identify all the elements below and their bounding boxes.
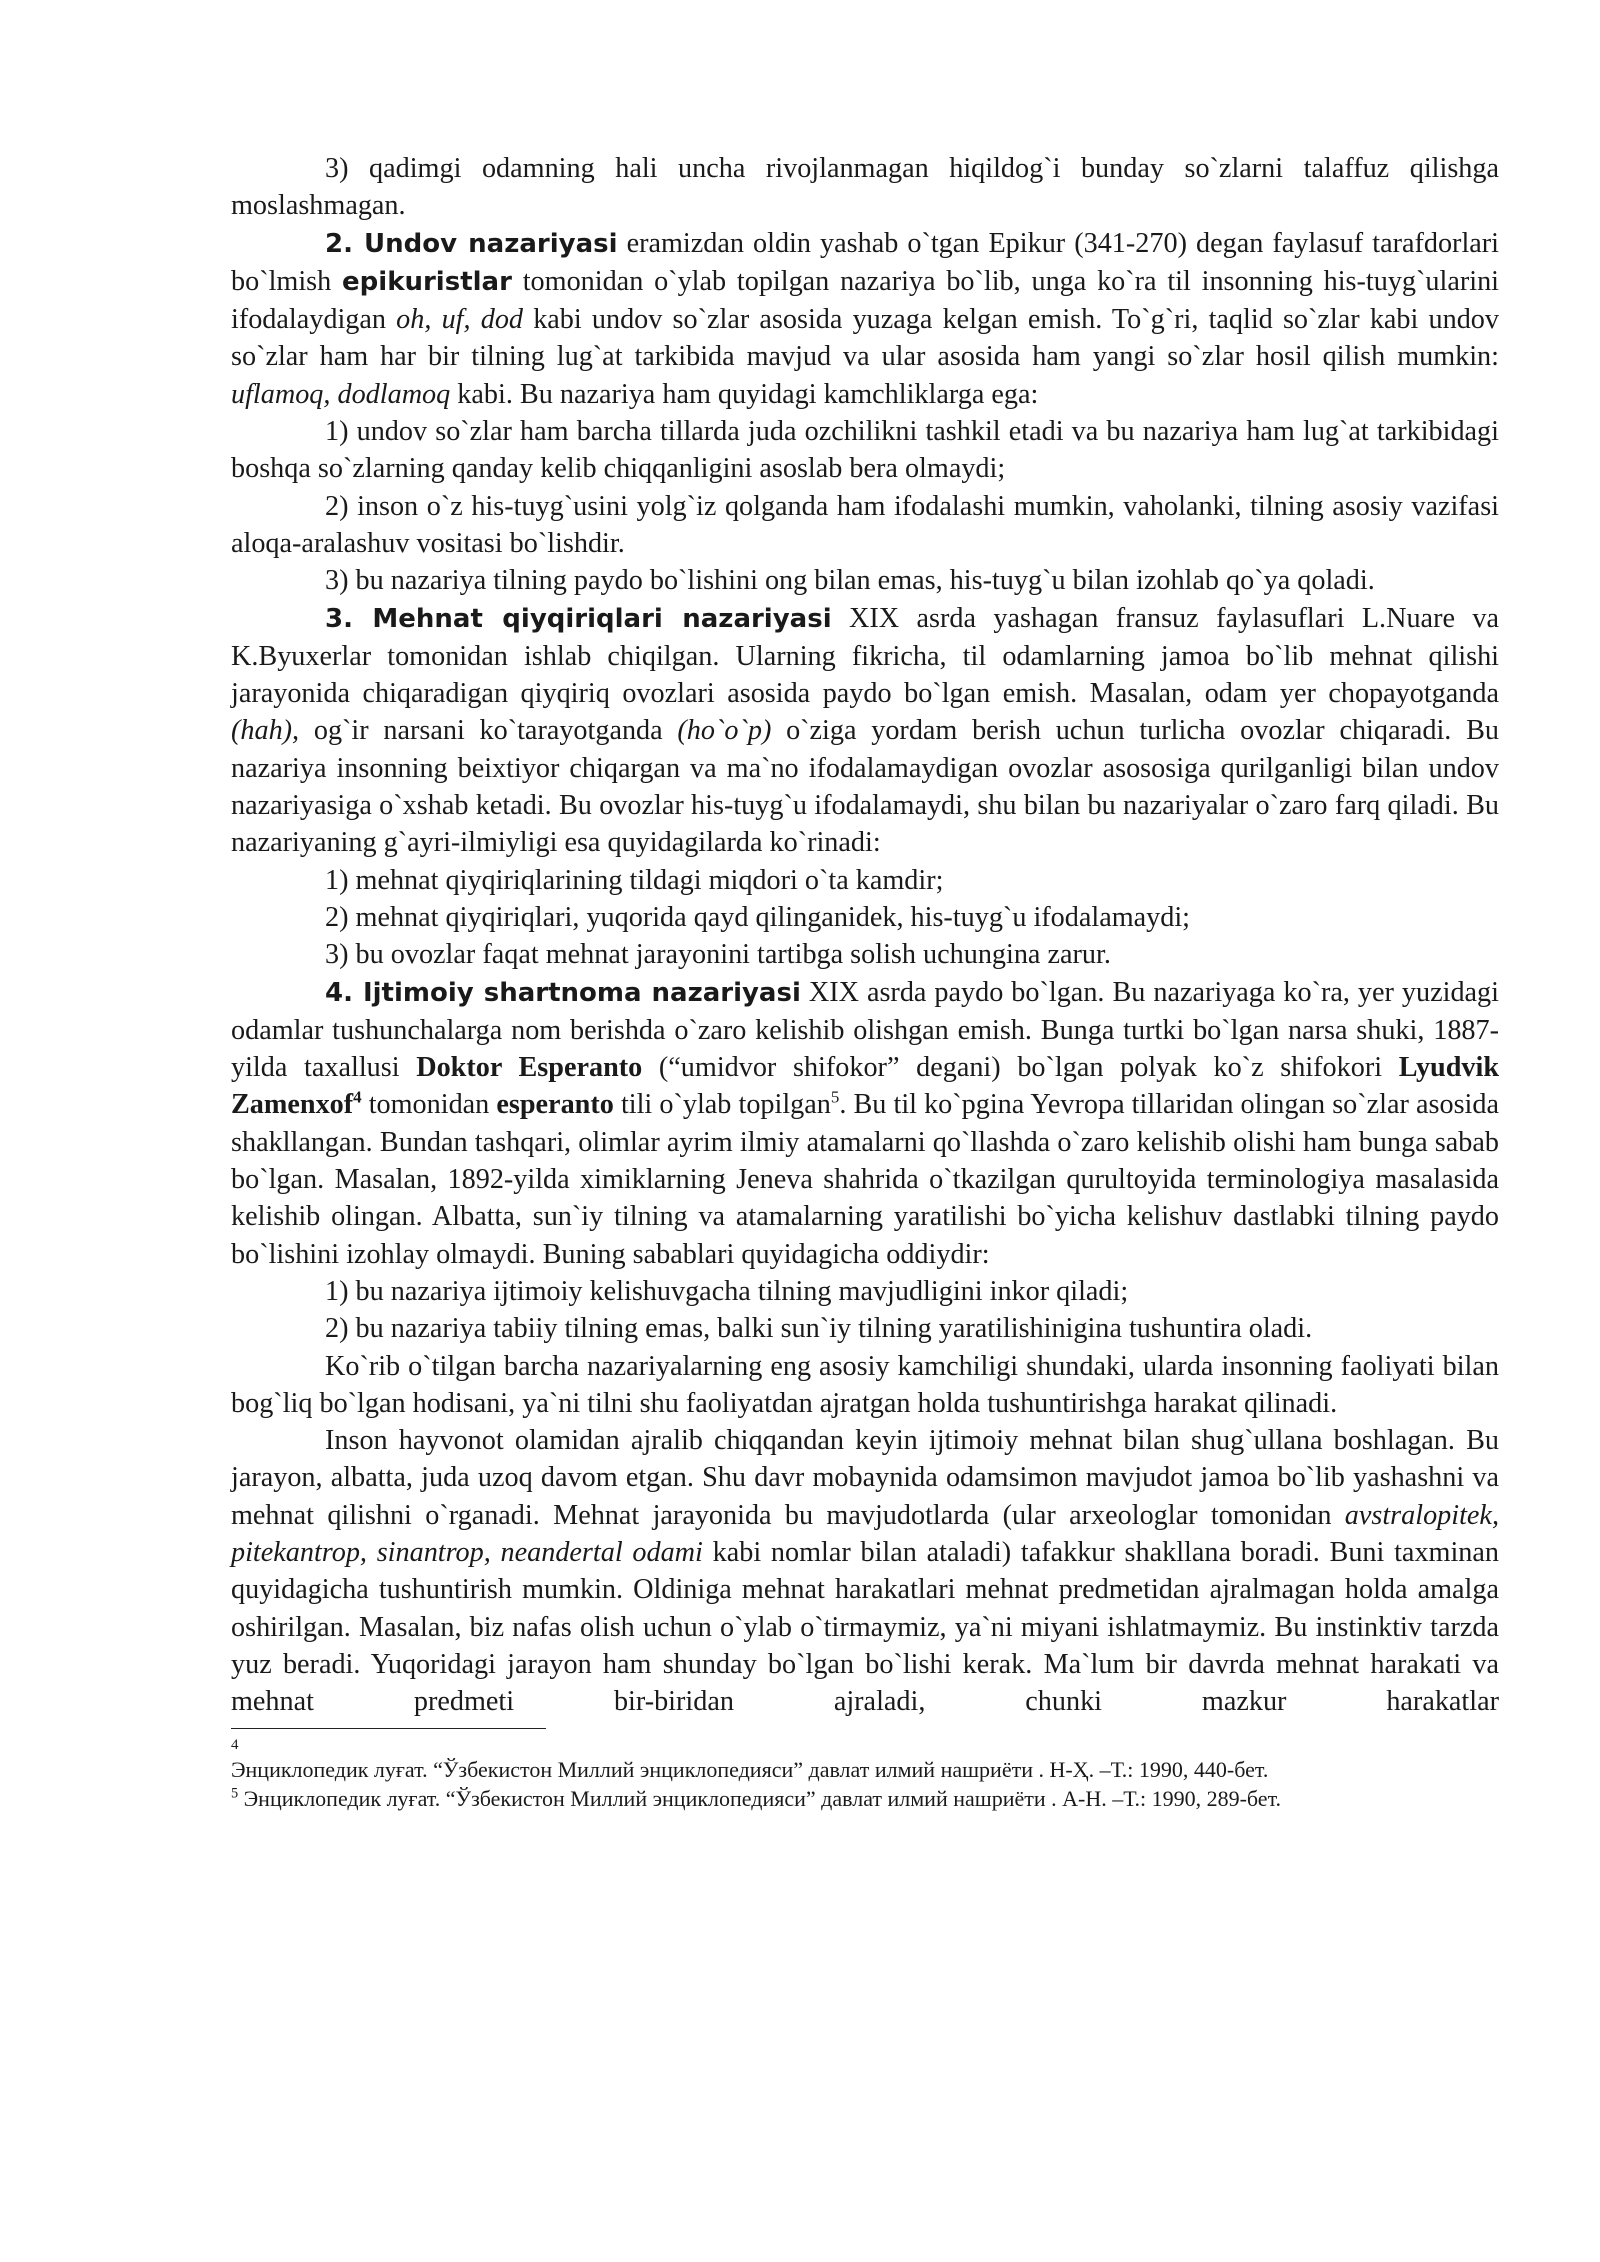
italic-example: oh, uf, dod [396,304,524,336]
text-run: 2) inson o`z his-tuyg`usini yolg`iz qolganda ham ifodalashi mumkin, vaholanki, tilning asosiy vazifasi aloqa-aralashuv vositasi bo`lishdir. [231,490,1499,559]
paragraph-4 [231,488,1499,563]
footnotes [231,1728,1499,1813]
paragraph-11 [231,1273,1499,1310]
text-run: Inson hayvonot olamidan ajralib chiqqandan keyin ijtimoiy mehnat bilan shug`ullana boshlagan. Bu jarayon, albatta, juda uzoq davom etgan. Shu davr mobaynida odamsimon mavjudot jamoa bo`lib yashashni va mehnat qilishni o`rganadi. Mehnat jarayonida bu mavjudotlarda (ular arxeologlar tomonidan [231,1425,1499,1531]
text-run: 3) qadimgi odamning hali uncha rivojlanmagan hiqildog`i bunday so`zlarni talaffuz qilishga moslashmagan. [231,153,1499,222]
paragraph-3 [231,413,1499,488]
bold-term: Doktor Esperanto [416,1052,643,1084]
footnote-5-text: Энциклопедик луғат. “Ўзбекистон Миллий энциклопедияси” давлат илмий нашриёти . А-Н. –Т.: 1990, 289-бет. [238,1786,1282,1812]
text-run: tomonidan [361,1089,497,1121]
text-run: kabi. Bu nazariya ham quyidagi kamchliklarga ega: [450,378,1039,410]
body-text [231,150,1499,1720]
paragraph-12 [231,1310,1499,1347]
text-run: XIX asrda yashagan fransuz faylasuflari L.Nuare va K.Byuxerlar tomonidan ishlab chiqilgan. Ularning fikricha, til odamlarning jamoa bo`lib mehnat qilishi jarayonida chiqaradigan qiyqiriq ovozlari asosida paydo bo`lgan emish. Masalan, odam yer chopayotganda [231,602,1499,710]
text-run: 3) bu nazariya tilning paydo bo`lishini ong bilan emas, his-tuyg`u bilan izohlab qo`ya qoladi. [325,565,1375,597]
paragraph-6 [231,600,1499,862]
paragraph-9 [231,936,1499,973]
section-term: epikuristlar [342,266,512,297]
paragraph-5 [231,562,1499,599]
footnote-5 [231,1784,1499,1813]
section-term: 3. Mehnat qiyqiriqlari nazariyasi [325,603,832,634]
text-run: 1) undov so`zlar ham barcha tillarda juda ozchilikni tashkil etadi va bu nazariya ham lug`at tarkibidagi boshqa so`zlarning qanday kelib chiqqanligini asoslab bera olmaydi; [231,416,1499,485]
footnote-5-mark: 5 [231,1786,239,1803]
text-run: eramizdan oldin yashab o`tgan Epikur (341-270) degan faylasuf tarafdorlari bo`lmish [231,227,1500,297]
text-run: og`ir narsani ko`tarayotganda [299,715,678,747]
text-run: o`ziga yordam berish uchun turlicha ovozlar chiqaradi. Bu nazariya insonning beixtiyor chiqargan va ma`no ifodalamaydigan ovozlar asososiga qurilganligi bilan undov nazariyasiga o`xshab ketadi. Bu ovozlar his-tuyg`u ifodalamaydi, shu bilan bu nazariyalar o`zaro farq qiladi. Bu nazariyaning g`ayri-ilmiyligi esa quyidagilarda ko`rinadi: [231,715,1499,859]
bold-term: Lyudvik Zamenxof [231,1052,1500,1121]
footnote-separator [231,1728,546,1729]
text-run: 1) mehnat qiyqiriqlarining tildagi miqdori o`ta kamdir; [325,864,944,896]
text-run: tomonidan o`ylab topilgan nazariya bo`lib, unga ko`ra til insonning his-tuyg`ularini ifodalaydigan [231,265,1499,336]
footnote-4: Энциклопедик луғат. “Ўзбекистон Миллий энциклопедияси” давлат илмий нашриёти . Н-Ҳ. –Т.: 1990, 440-бет. [231,1757,1269,1783]
text-run: 1) bu nazariya ijtimoiy kelishuvgacha tilning mavjudligini inkor qiladi; [325,1275,1129,1307]
text-run: Ko`rib o`tilgan barcha nazariyalarning eng asosiy kamchiligi shundaki, ularda insonning faoliyati bilan bog`liq bo`lgan hodisani, ya`ni tilni shu faoliyatdan ajratgan holda tushuntirishga harakat qilinadi. [231,1350,1499,1419]
footnote-ref: 4 [353,1088,362,1108]
italic-example: uflamoq, dodlamoq [231,378,451,410]
text-run: kabi nomlar bilan ataladi) tafakkur shakllana boradi. Buni taxminan quyidagicha tushuntirish mumkin. Oldiniga mehnat harakatlari mehnat predmetidan ajralmagan holda amalga oshirilgan. Masalan, biz nafas olish uchun o`ylab o`tirmaymiz, ya`ni miyani ishlatmaymiz. Bu instinktiv tarzda yuz beradi. Yuqoridagi jarayon ham shunday bo`lgan bo`lishi kerak. Ma`lum bir davrda mehnat harakati va mehnat predmeti bir-biridan ajraladi, chunki mazkur harakatlar [231,1536,1499,1718]
paragraph-14 [231,1422,1499,1720]
italic-example: (hah), [231,715,300,747]
paragraph-13 [231,1348,1499,1423]
text-run: 2) bu nazariya tabiiy tilning emas, balki sun`iy tilning yaratilishinigina tushuntira oladi. [325,1313,1313,1345]
paragraph-8 [231,899,1499,936]
paragraph-7 [231,862,1499,899]
text-run: (“umidvor shifokor” degani) bo`lgan polyak ko`z shifokori [642,1052,1399,1084]
text-run: 2) mehnat qiyqiriqlari, yuqorida qayd qilinganidek, his-tuyg`u ifodalamaydi; [325,901,1191,933]
footnote-ref: 5 [830,1088,840,1108]
paragraph-2 [231,225,1499,413]
italic-example: avstralopitek, pitekantrop, sinantrop, neandertal odami [231,1499,1499,1568]
text-run: XIX asrda paydo bo`lgan. Bu nazariyaga ko`ra, yer yuzidagi odamlar tushunchalarga nom berishda o`zaro kelishib olishgan emish. Bunga turtki bo`lgan narsa shuki, 1887-yilda taxallusi [231,976,1499,1084]
text-run: tili o`ylab topilgan [613,1089,831,1121]
document-page [231,150,1499,1813]
text-run: kabi undov so`zlar asosida yuzaga kelgan emish. To`g`ri, taqlid so`zlar kabi undov so`zlar ham har bir tilning lug`at tarkibida mavjud va ular asosida ham yangi so`zlar hosil qilish mumkin: [231,304,1499,373]
section-term: 2. Undov nazariyasi [325,228,618,259]
bold-term: esperanto [496,1089,614,1121]
section-term: 4. Ijtimoiy shartnoma nazariyasi [325,977,801,1008]
text-run: 3) bu ovozlar faqat mehnat jarayonini tartibga solish uchungina zarur. [325,939,1111,971]
italic-example: (ho`o`p) [677,715,772,747]
footnote-4-marker: 4 [231,1737,239,1754]
paragraph-10 [231,974,1499,1273]
text-run: . Bu til ko`pgina Yevropa tillaridan olingan so`zlar asosida shakllangan. Bundan tashqari, olimlar ayrim ilmiy atamalarni qo`llashda o`zaro kelishib olishi ham bunga sabab bo`lgan. Masalan, 1892-yilda ximiklarning Jeneva shahrida o`tkazilgan qurultoyida terminologiya masalasida kelishib olingan. Albatta, sun`iy tilning va atamalarning yaratilishi bo`yicha kelishuv dastlabki tilning paydo bo`lishini izohlay olmaydi. Buning sabablari quyidagicha oddiydir: [231,1089,1499,1270]
paragraph-1 [231,150,1499,225]
